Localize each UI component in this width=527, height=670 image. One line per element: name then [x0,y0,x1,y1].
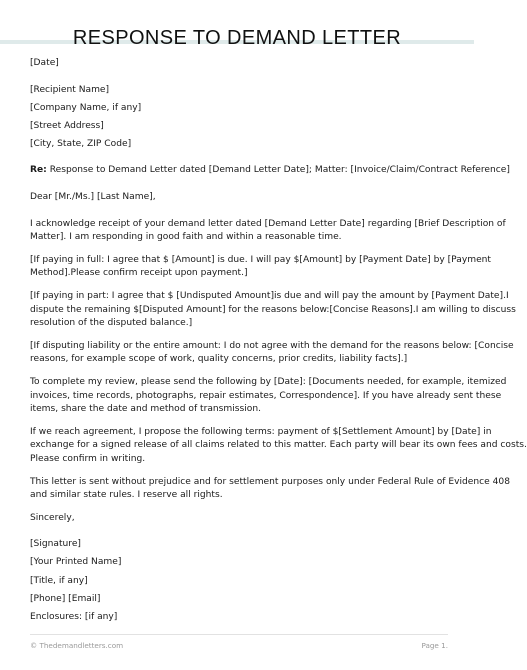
paragraph-line: Please confirm in writing. [30,453,146,464]
paragraph-line: dispute the remaining $[Disputed Amount] for the reasons below:[Concise Reasons].I am willing to discuss [30,304,516,315]
paragraph-line: [If paying in full: I agree that $ [Amount] is due. I will pay $[Amount] by [Payment Date] by [Payment [30,254,491,265]
signature-block [30,538,448,624]
salutation: Dear [Mr./Ms.] [Last Name], [30,192,156,203]
paragraph-line: exchange for a signed release of all claims related to this matter. Each party will bear its own fees and costs. [30,440,527,451]
paragraph-line: invoices, time records, photographs, repair estimates, Correspondence]. If you have already sent these [30,390,502,401]
letter-body [30,57,527,624]
paragraph-paying-full [30,254,491,281]
signature-line: [Title, if any] [30,575,88,586]
re-line [30,164,510,178]
signature-line: [Your Printed Name] [30,557,122,568]
paragraph-line: To complete my review, please send the following by [Date]: [Documents needed, for example, itemized [30,377,507,387]
paragraph-review-request [30,376,507,417]
paragraph-settlement-terms [30,426,527,467]
re-label: Re: [30,165,47,176]
footer-divider [30,634,448,635]
paragraph-line: [If paying in part: I agree that $ [Undisputed Amount]is due and will pay the amount by [Payment Date].I [30,291,509,302]
signature-line: Enclosures: [if any] [30,611,118,622]
paragraph-line: If we reach agreement, I propose the following terms: payment of $[Settlement Amount] by [Date] in [30,426,492,437]
paragraph-acknowledgement [30,218,506,245]
recipient-line: [Recipient Name] [30,84,110,95]
signature-line: [Phone] [Email] [30,593,101,604]
paragraph-paying-part [30,290,516,331]
date-field: [Date] [30,58,59,68]
footer-copyright: © Thedemandletters.com [30,641,124,650]
paragraph-line: This letter is sent without prejudice and for settlement purposes only under Federal Rule of Evidence 408 [30,476,510,487]
paragraph-line: resolution of the disputed balance.] [30,318,193,329]
paragraph-disputing [30,340,514,367]
paragraph-line: items, share the date and method of transmission. [30,404,262,415]
recipient-line: [Street Address] [30,120,104,131]
page-footer [0,634,474,654]
paragraph-line: reasons, for example scope of work, quality concerns, prior credits, liability facts].] [30,354,408,365]
re-text: Response to Demand Letter dated [Demand Letter Date]; Matter: [Invoice/Claim/Contract Reference] [46,165,510,176]
paragraph-line: and similar state rules. I reserve all rights. [30,490,223,501]
paragraph-line: I acknowledge receipt of your demand letter dated [Demand Letter Date] regarding [Brief Description of [30,218,506,229]
paragraph-line: Matter]. I am responding in good faith and within a reasonable time. [30,232,342,243]
footer-page-number: Page 1. [421,641,448,650]
closing: Sincerely, [30,512,75,523]
paragraph-line: Method].Please confirm receipt upon payment.] [30,268,248,279]
page-title: RESPONSE TO DEMAND LETTER [72,27,402,49]
recipient-block [30,84,448,152]
paragraph-line: [If disputing liability or the entire amount: I do not agree with the demand for the reasons below: [Concise [30,340,514,351]
signature-line: [Signature] [30,539,81,550]
recipient-line: [City, State, ZIP Code] [30,138,132,149]
paragraph-without-prejudice [30,476,510,503]
recipient-line: [Company Name, if any] [30,102,142,113]
